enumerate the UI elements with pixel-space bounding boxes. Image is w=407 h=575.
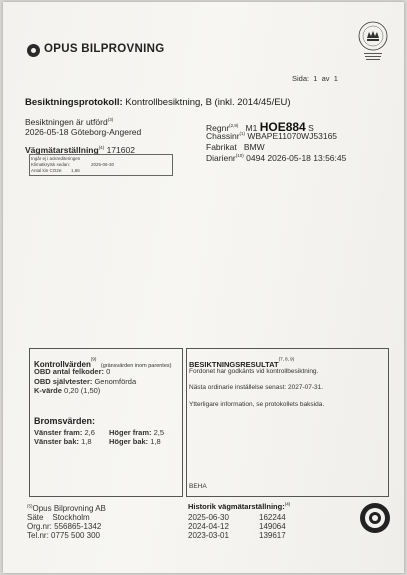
environment-certification-icon: [359, 502, 391, 534]
performed-label: Besiktningen är utförd$^{(3)}$: [25, 117, 114, 127]
climate-row-1: Ingår ej i ackrediteringen: [31, 156, 81, 161]
odometer-history-title: Historik vägmätarställning:$^{(4)}$: [188, 501, 291, 511]
chassinr-row: Chassinr$^{(1)}$ WBAPE11070WJ53165: [206, 131, 338, 141]
climate-row-2-label: Klimatkrytsk sedan:: [31, 162, 71, 167]
history-row-1-date: 2025-06-30: [188, 513, 229, 522]
history-row-3-value: 139617: [259, 531, 286, 540]
protocol-page: [3, 2, 404, 573]
result-line-1: Fordonet har godkänts vid kontrollbesiktning.: [189, 368, 319, 375]
opus-logo-icon: [27, 44, 40, 57]
fabrikat-row: Fabrikat BMW: [206, 142, 265, 152]
company-name: $^{(5)}$Opus Bilprovning AB: [27, 503, 106, 513]
brake-values-title: Bromsvärden:: [34, 416, 96, 426]
brake-right-rear: Höger bak: 1,8: [109, 437, 161, 446]
regnr-row: Regnr$^{(2,8)}$ M1 HOE884 S: [206, 120, 314, 134]
control-values-title: Kontrollvärden$^{(9)}$ (gränsvärden inom parentes): [34, 356, 172, 369]
k-value: K-värde 0,20 (1,50): [34, 386, 101, 395]
brake-right-front: Höger fram: 2,5: [109, 428, 165, 437]
document-title: Besiktningsprotokoll: Kontrollbesiktning, B (inkl. 2014/45/EU): [25, 97, 291, 108]
result-title: BESIKTNINGSRESULTAT$^{(7, 8, 9)}$: [189, 356, 295, 369]
page-number: Sida: 1 av 1: [292, 74, 338, 83]
company-orgnr: Org.nr: 556865-1342: [27, 522, 102, 531]
history-row-2-value: 149064: [259, 522, 286, 531]
brake-left-front: Vänster fram: 2,6: [34, 428, 95, 437]
inspector-signature: BEHA: [189, 483, 207, 490]
performed-value: 2026-05-18 Göteborg-Angered: [25, 127, 142, 137]
climate-row-3-label: Antal kin CO2e:: [31, 168, 63, 173]
history-row-1-value: 162244: [259, 513, 286, 522]
result-line-3: Ytterligare information, se protokollets baksida.: [189, 401, 325, 408]
diarienr-row: Diarienr$^{(10)}$ 0494 2026-05-18 13:56:45: [206, 153, 347, 163]
brake-left-rear: Vänster bak: 1,8: [34, 437, 92, 446]
odometer-reading: Vägmätarställning$^{(4)}$ 171602: [25, 145, 135, 155]
swedac-seal-icon: [356, 20, 390, 64]
obd-faults: OBD antal felkoder: 0: [34, 367, 111, 376]
history-row-3-date: 2023-03-01: [188, 531, 229, 540]
registration-number: HOE884: [259, 120, 306, 134]
company-seat: Säte Stockholm: [27, 513, 90, 522]
obd-selftests: OBD självtester: Genomförda: [34, 377, 137, 386]
history-row-2-date: 2024-04-12: [188, 522, 229, 531]
company-logo-text: OPUS BILPROVNING: [44, 43, 165, 55]
climate-row-2-value: 2025-06-30: [91, 162, 115, 167]
company-phone: Tel.nr: 0775 500 300: [27, 531, 100, 540]
climate-row-3-value: 1,66: [71, 168, 80, 173]
result-line-2: Nästa ordinarie inställelse senast: 2027-07-31.: [189, 384, 324, 391]
